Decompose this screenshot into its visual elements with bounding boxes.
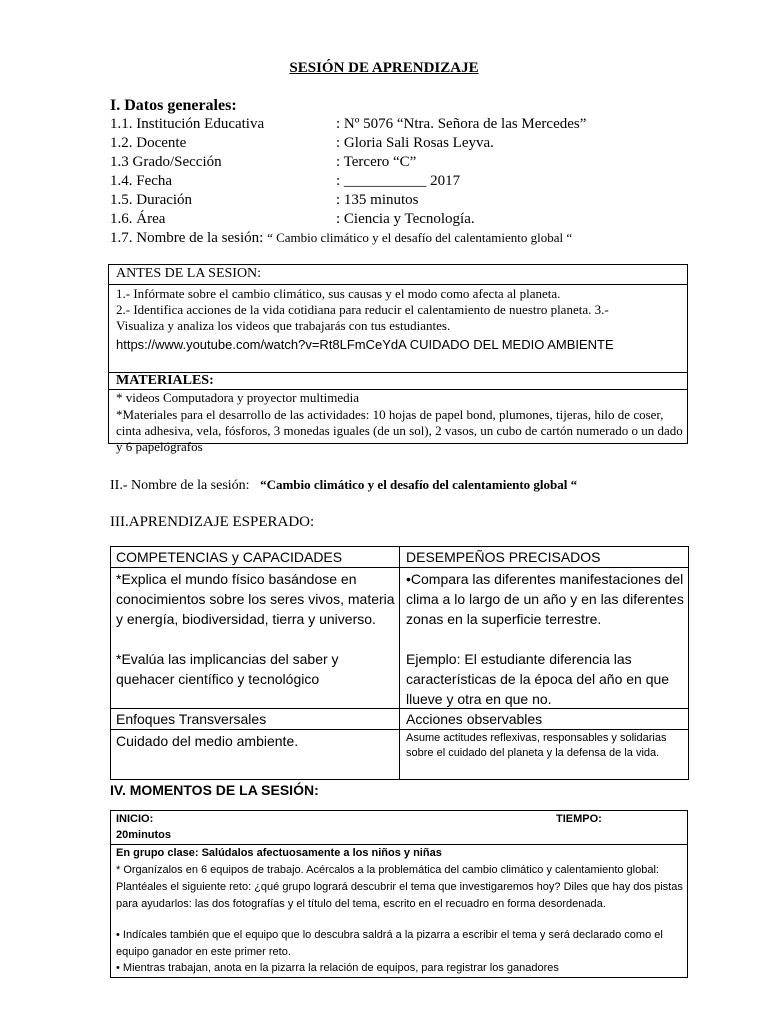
row-value: : ___________ 2017 xyxy=(336,173,461,189)
acciones-value: Asume actitudes reflexivas, responsables y solidarias sobre el cuidado del planeta y la defensa de la vida. xyxy=(406,732,667,759)
row-value: : 135 minutos xyxy=(336,192,419,208)
row-label: 1.5. Duración xyxy=(110,192,193,208)
row-value: : Gloria Sali Rosas Leyva. xyxy=(336,135,494,151)
momento-line-2: * Organízalos en 6 equipos de trabajo. Acércalos a la problemática del cambio climático y calentamiento global: Plantéales el siguiente reto: ¿qué grupo logrará descubrir el tema que investigaremos hoy? Diles que hay dos pistas para ayudarlos: las dos fotografías y el título del tema, escrito en el recuadro en forma desordenada. xyxy=(116,864,683,910)
desempeno-1: •Compara las diferentes manifestaciones del clima a lo largo de un año y en las diferentes zonas en la superficie terrestre. xyxy=(406,571,684,627)
divider xyxy=(110,567,689,568)
competencia-2: *Evalúa las implicancias del saber y quehacer científico y tecnológico xyxy=(116,651,339,687)
desempeno-ejemplo: Ejemplo: El estudiante diferencia las características de la época del año en que llueve y otra en que no. xyxy=(406,651,670,707)
inicio-label: INICIO: xyxy=(116,813,154,825)
row-value: “ Cambio climático y el desafío del calentamiento global “ xyxy=(267,230,573,245)
table-header-competencias: COMPETENCIAS y CAPACIDADES xyxy=(116,549,343,565)
data-row-fecha xyxy=(110,173,460,190)
section-4-heading: IV. MOMENTOS DE LA SESIÓN: xyxy=(110,782,319,798)
data-row-docente xyxy=(110,135,494,152)
row-label: 1.1. Institución Educativa xyxy=(110,116,265,132)
section-1-heading: I. Datos generales: xyxy=(110,97,237,114)
table-header-enfoques: Enfoques Transversales xyxy=(116,711,267,727)
materiales-heading: MATERIALES: xyxy=(116,373,214,388)
data-row-duracion xyxy=(110,192,419,209)
momento-line-4: • Mientras trabajan, anota en la pizarra la relación de equipos, para registrar los ganadores xyxy=(116,962,559,974)
tiempo-label: TIEMPO: xyxy=(556,813,602,825)
divider xyxy=(110,729,689,730)
row-label: 1.2. Docente xyxy=(110,135,187,151)
section-3-heading: III.APRENDIZAJE ESPERADO: xyxy=(110,514,315,530)
divider xyxy=(399,546,400,780)
row-label: 1.4. Fecha xyxy=(110,173,173,189)
enfoque-value: Cuidado del medio ambiente. xyxy=(116,733,299,749)
data-row-area xyxy=(110,211,475,228)
row-label: 1.6. Área xyxy=(110,211,166,227)
antes-item-1: 1.- Infórmate sobre el cambio climático, sus causas y el modo como afecta al planeta. xyxy=(116,286,561,301)
materiales-item-1: * videos Computadora y proyector multimedia xyxy=(116,390,359,405)
section-2 xyxy=(110,477,577,494)
row-label: 1.3 Grado/Sección xyxy=(110,154,222,170)
table-header-desempenos: DESEMPEÑOS PRECISADOS xyxy=(406,549,601,565)
materiales-item-2: *Materiales para el desarrollo de las actividades: 10 hojas de papel bond, plumones, tijeras, hilo de coser, cinta adhesiva, vela, fósforos, 3 monedas iguales (de un sol), 2 vasos, un cubo de cartón numerado o un dado y 6 papelógrafos xyxy=(116,407,683,454)
inicio-minutos: 20minutos xyxy=(116,829,172,841)
table-header-acciones: Acciones observables xyxy=(406,711,543,727)
data-row-institucion xyxy=(110,116,586,133)
row-value: : Tercero “C” xyxy=(336,154,417,170)
momento-line-1: En grupo clase: Salúdalos afectuosamente a los niños y niñas xyxy=(116,847,442,859)
video-link[interactable]: https://www.youtube.com/watch?v=Rt8LFmCeYdA CUIDADO DEL MEDIO AMBIENTE xyxy=(116,337,614,352)
antes-item-2: 2.- Identifica acciones de la vida cotidiana para reducir el calentamiento de nuestro planeta. 3.-Visualiza y analiza los videos que trabajarás con tus estudiantes. xyxy=(116,302,609,333)
data-row-grado xyxy=(110,154,416,171)
data-row-nombre-sesion xyxy=(110,230,572,247)
session-name: “Cambio climático y el desafío del calentamiento global “ xyxy=(260,477,578,492)
row-value: : Nº 5076 “Ntra. Señora de las Mercedes” xyxy=(336,116,587,132)
page-title: SESIÓN DE APRENDIZAJE xyxy=(289,60,479,76)
row-value: : Ciencia y Tecnología. xyxy=(336,211,475,227)
section-2-label: II.- Nombre de la sesión: xyxy=(110,478,250,493)
antes-heading: ANTES DE LA SESION: xyxy=(116,266,262,281)
row-label: 1.7. Nombre de la sesión: xyxy=(110,230,264,246)
divider xyxy=(108,284,688,285)
momento-line-3: • Indícales también que el equipo que lo descubra saldrá a la pizarra a escribir el tema y será declarado como el equipo ganador en este primer reto. xyxy=(116,929,663,958)
competencia-1: *Explica el mundo físico basándose en conocimientos sobre los seres vivos, materia y energía, biodiversidad, tierra y universo. xyxy=(116,571,395,627)
